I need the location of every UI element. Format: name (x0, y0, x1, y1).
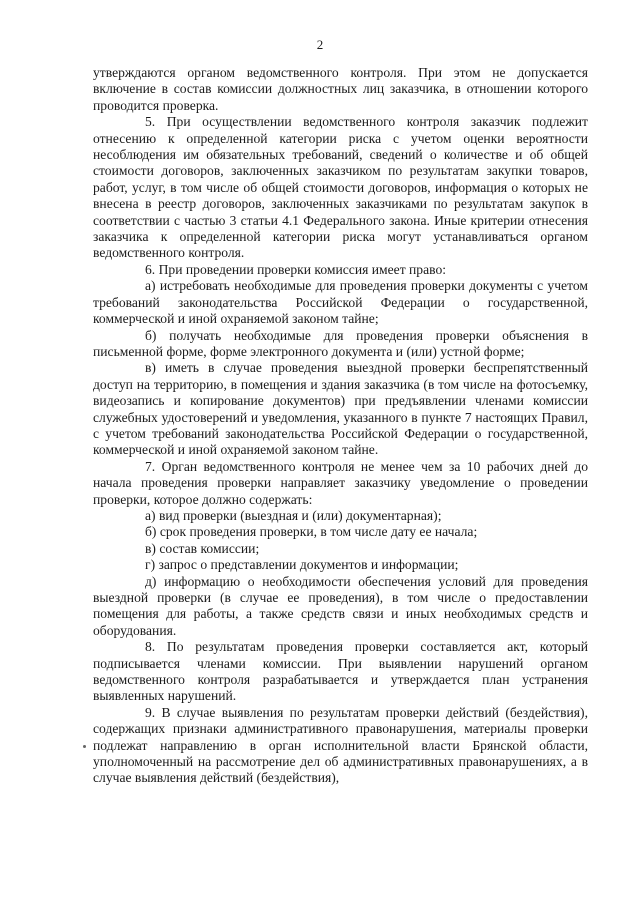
paragraph-item-8: 8. По результатам проведения проверки составляется акт, который подписывается членами комиссии. При выявлении нарушений органом ведомственного контроля разрабатывается и утверждается план устранения выявленных нарушений. (93, 639, 588, 704)
paragraph-item-6: 6. При проведении проверки комиссия имеет право: (145, 261, 447, 277)
paragraph-item-7d: д) информацию о необходимости обеспечения условий для проведения выездной проверки (в случае ее проведения), в том числе о предоставлении помещения для работы, а также средств связи и иных необходимых средств и оборудования. (93, 573, 588, 638)
document-body (93, 65, 588, 787)
paragraph-item-6b: б) получать необходимые для проведения проверки объяснения в письменной форме, форме электронного документа и (или) устной форме; (93, 327, 588, 359)
paragraph-item-6v: в) иметь в случае проведения выездной проверки беспрепятственный доступ на территорию, в помещения и здания заказчика (в том числе на фотосъемку, видеозапись и копирование документов) при предъявлении членами комиссии служебных удостоверений и уведомления, указанного в пункте 7 настоящих Правил, с учетом требований законодательства Российской Федерации о государственной, коммерческой и иной охраняемой законом тайне. (93, 360, 588, 458)
paragraph-item-7v: в) состав комиссии; (145, 540, 260, 556)
paragraph-item-6a: а) истребовать необходимые для проведения проверки документы с учетом требований законодательства Российской Федерации о государственной, коммерческой и иной охраняемой законом тайне; (93, 278, 588, 327)
paragraph-item-7: 7. Орган ведомственного контроля не менее чем за 10 рабочих дней до начала проведения проверки направляет заказчику уведомление о проведении проверки, которое должно содержать: (93, 458, 588, 507)
paragraph-item-9: 9. В случае выявления по результатам проверки действий (бездействия), содержащих признаки административного правонарушения, материалы проверки подлежат направлению в орган исполнительной власти Брянской области, уполномоченный на рассмотрение дел об административных правонарушениях, а в случае выявления действий (бездействия), (93, 704, 588, 786)
paragraph-item-7b: б) срок проведения проверки, в том числе дату ее начала; (145, 524, 478, 540)
scan-dot-mark (83, 745, 86, 748)
paragraph-continuation: утверждаются органом ведомственного контроля. При этом не допускается включение в состав комиссии должностных лиц заказчика, в отношении которого проводится проверка. (93, 65, 588, 113)
page-number: 2 (316, 37, 324, 52)
paragraph-item-7a: а) вид проверки (выездная и (или) документарная); (145, 507, 442, 523)
paragraph-item-5: 5. При осуществлении ведомственного контроля заказчик подлежит отнесению к определенной категории риска с учетом оценки вероятности несоблюдения им обязательных требований, сведений о количестве и об общей стоимости договоров, заключенных заказчиком по результатам закупки товаров, работ, услуг, в том числе об общей стоимости договоров, информация о которых не внесена в реестр договоров, заключенных заказчиками по результатам закупок в соответствии с частью 3 статьи 4.1 Федерального закона. Иные критерии отнесения заказчика к определенной категории риска могут устанавливаться органом ведомственного контроля. (93, 114, 588, 261)
paragraph-item-7g: г) запрос о представлении документов и информации; (145, 557, 459, 573)
